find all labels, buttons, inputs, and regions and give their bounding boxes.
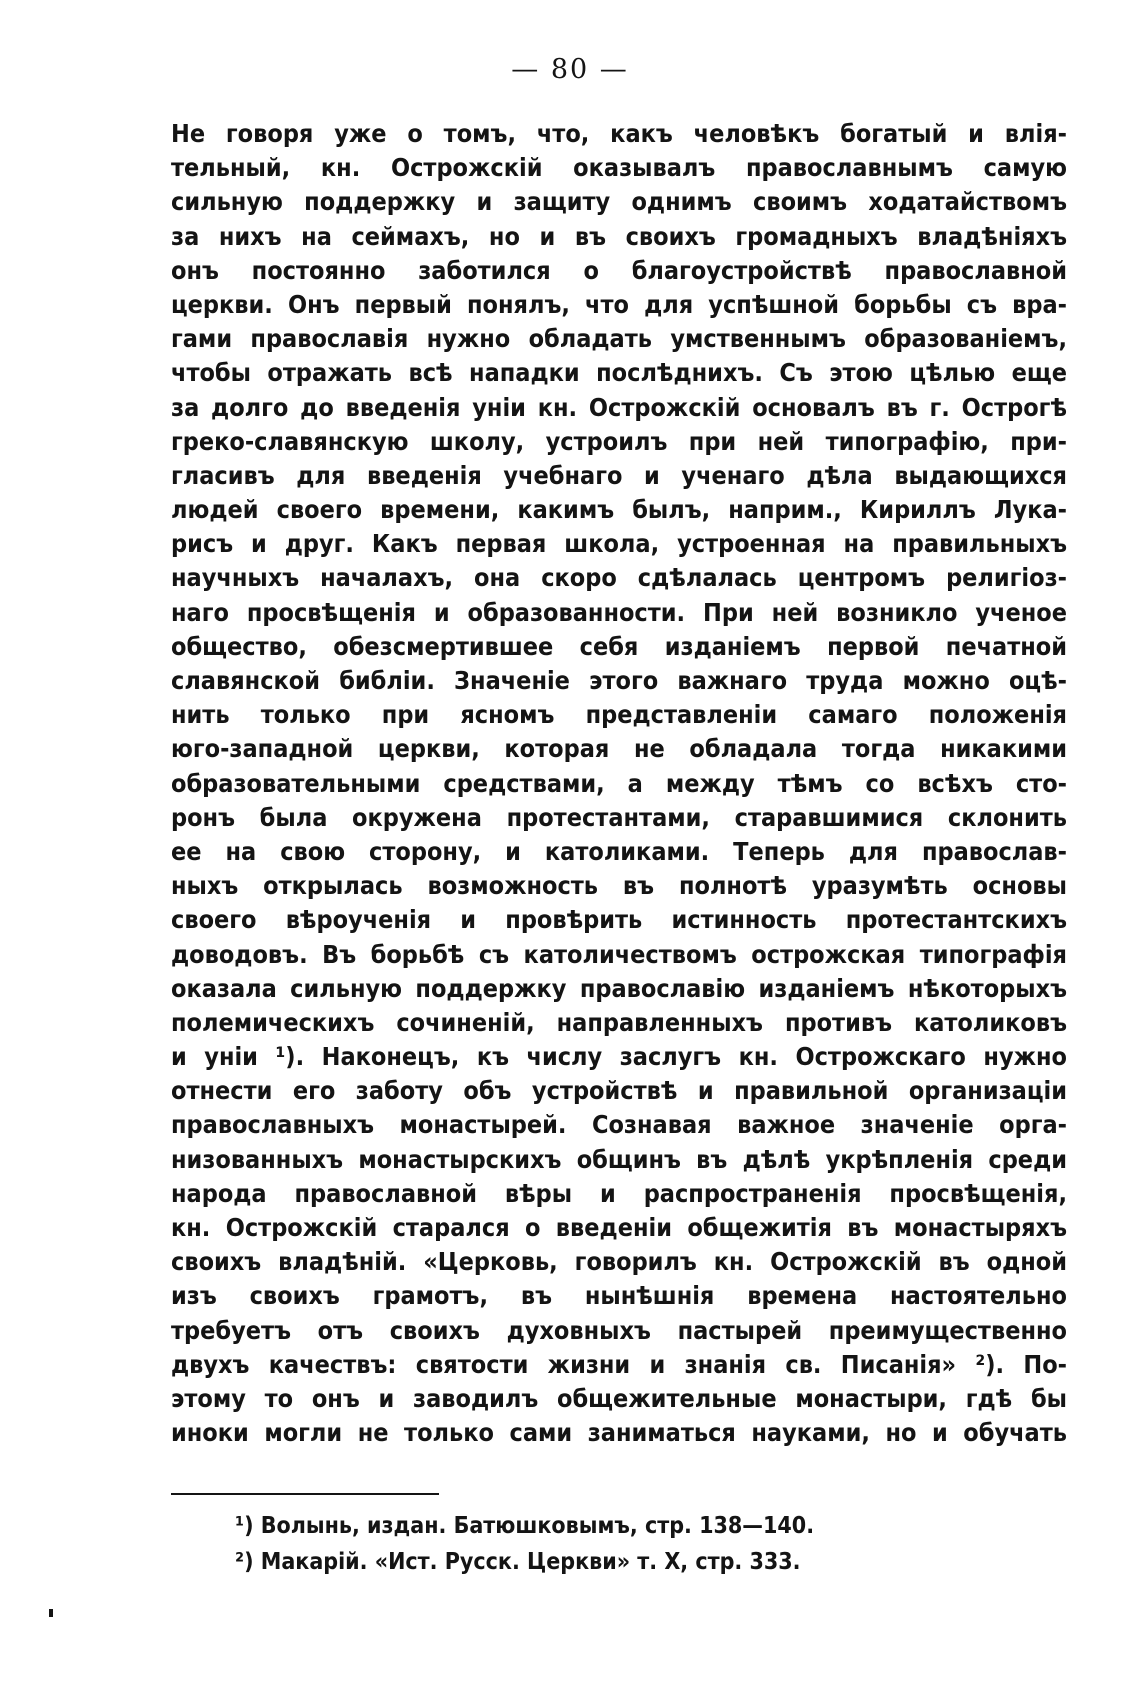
text-line: полемическихъ сочиненій, направленныхъ противъ католиковъ: [171, 1007, 1067, 1037]
text-line: чтобы отражать всѣ нападки послѣднихъ. Съ этою цѣлью еще: [171, 358, 1067, 388]
text-line: научныхъ началахъ, она скоро сдѣлалась центромъ религіоз-: [171, 563, 1067, 593]
text-line: общество, обезсмертившее себя изданіемъ первой печатной: [171, 631, 1067, 661]
footnotes: [235, 1508, 814, 1580]
text-line: своихъ владѣній. «Церковь, говорилъ кн. Острожскій въ одной: [171, 1247, 1067, 1277]
text-line: двухъ качествъ: святости жизни и знанія св. Писанія» ²). По-: [171, 1349, 1067, 1379]
text-line: ее на свою сторону, и католиками. Теперь для православ-: [171, 836, 1067, 866]
text-line: сильную поддержку и защиту однимъ своимъ ходатайствомъ: [171, 187, 1067, 217]
text-line: гласивъ для введенія учебнаго и ученаго дѣла выдающихся: [171, 460, 1067, 490]
text-line: иноки могли не только сами заниматься науками, но и обучать: [171, 1418, 1067, 1448]
text-line: за долго до введенія уніи кн. Острожскій основалъ въ г. Острогѣ: [171, 392, 1067, 422]
text-line: онъ постоянно заботился о благоустройствѣ православной: [171, 255, 1067, 285]
footnote: ²) Макарій. «Ист. Русск. Церкви» т. X, стр. 333.: [235, 1549, 801, 1575]
text-line: образовательными средствами, а между тѣмъ со всѣхъ сто-: [171, 768, 1067, 798]
text-line: требуетъ отъ своихъ духовныхъ пастырей преимущественно: [171, 1315, 1067, 1345]
text-line: греко-славянскую школу, устроилъ при ней типографію, при-: [171, 426, 1067, 456]
text-line: православныхъ монастырей. Сознавая важное значеніе орга-: [171, 1110, 1067, 1140]
text-line: наго просвѣщенія и образованности. При ней возникло ученое: [171, 597, 1067, 627]
page-number: — 80 —: [511, 54, 629, 85]
text-line: за нихъ на сеймахъ, но и въ своихъ громадныхъ владѣніяхъ: [171, 221, 1067, 251]
text-line: кн. Острожскій старался о введеніи общежитія въ монастыряхъ: [171, 1213, 1067, 1242]
text-line: тельный, кн. Острожскій оказывалъ православнымъ самую: [171, 153, 1067, 183]
print-speck: [49, 1609, 53, 1617]
text-line: отнести его заботу объ устройствѣ и правильной организаціи: [171, 1076, 1067, 1106]
footnote-divider: [171, 1493, 439, 1495]
text-line: славянской библіи. Значеніе этого важнаго труда можно оцѣ-: [171, 666, 1067, 695]
text-line: этому то онъ и заводилъ общежительные монастыри, гдѣ бы: [171, 1383, 1067, 1413]
body-text: [171, 117, 1067, 1450]
text-line: низованныхъ монастырскихъ общинъ въ дѣлѣ укрѣпленія среди: [171, 1144, 1067, 1174]
text-line: оказала сильную поддержку православію изданіемъ нѣкоторыхъ: [171, 973, 1067, 1003]
text-line: Не говоря уже о томъ, что, какъ человѣкъ богатый и влія-: [171, 119, 1067, 148]
footnote: ¹) Волынь, издан. Батюшковымъ, стр. 138—140.: [235, 1513, 815, 1539]
text-line: гами православія нужно обладать умственнымъ образованіемъ,: [171, 324, 1067, 354]
text-line: церкви. Онъ первый понялъ, что для успѣшной борьбы съ вра-: [171, 289, 1067, 319]
text-line: ныхъ открылась возможность въ полнотѣ уразумѣть основы: [171, 871, 1067, 901]
text-line: ронъ была окружена протестантами, старавшимися склонить: [171, 802, 1067, 832]
text-line: людей своего времени, какимъ былъ, наприм., Кириллъ Лука-: [171, 495, 1067, 525]
text-line: юго-западной церкви, которая не обладала тогда никакими: [171, 734, 1067, 764]
text-line: нить только при ясномъ представленіи самаго положенія: [171, 700, 1067, 730]
text-line: и уніи ¹). Наконецъ, къ числу заслугъ кн. Острожскаго нужно: [171, 1042, 1067, 1072]
text-line: рисъ и друг. Какъ первая школа, устроенная на правильныхъ: [171, 529, 1067, 559]
text-line: своего вѣроученія и провѣрить истинность протестантскихъ: [171, 905, 1067, 935]
text-line: доводовъ. Въ борьбѣ съ католичествомъ острожская типографія: [171, 939, 1067, 969]
text-line: изъ своихъ грамотъ, въ нынѣшнія времена настоятельно: [171, 1281, 1067, 1311]
text-line: народа православной вѣры и распространенія просвѣщенія,: [171, 1178, 1067, 1208]
